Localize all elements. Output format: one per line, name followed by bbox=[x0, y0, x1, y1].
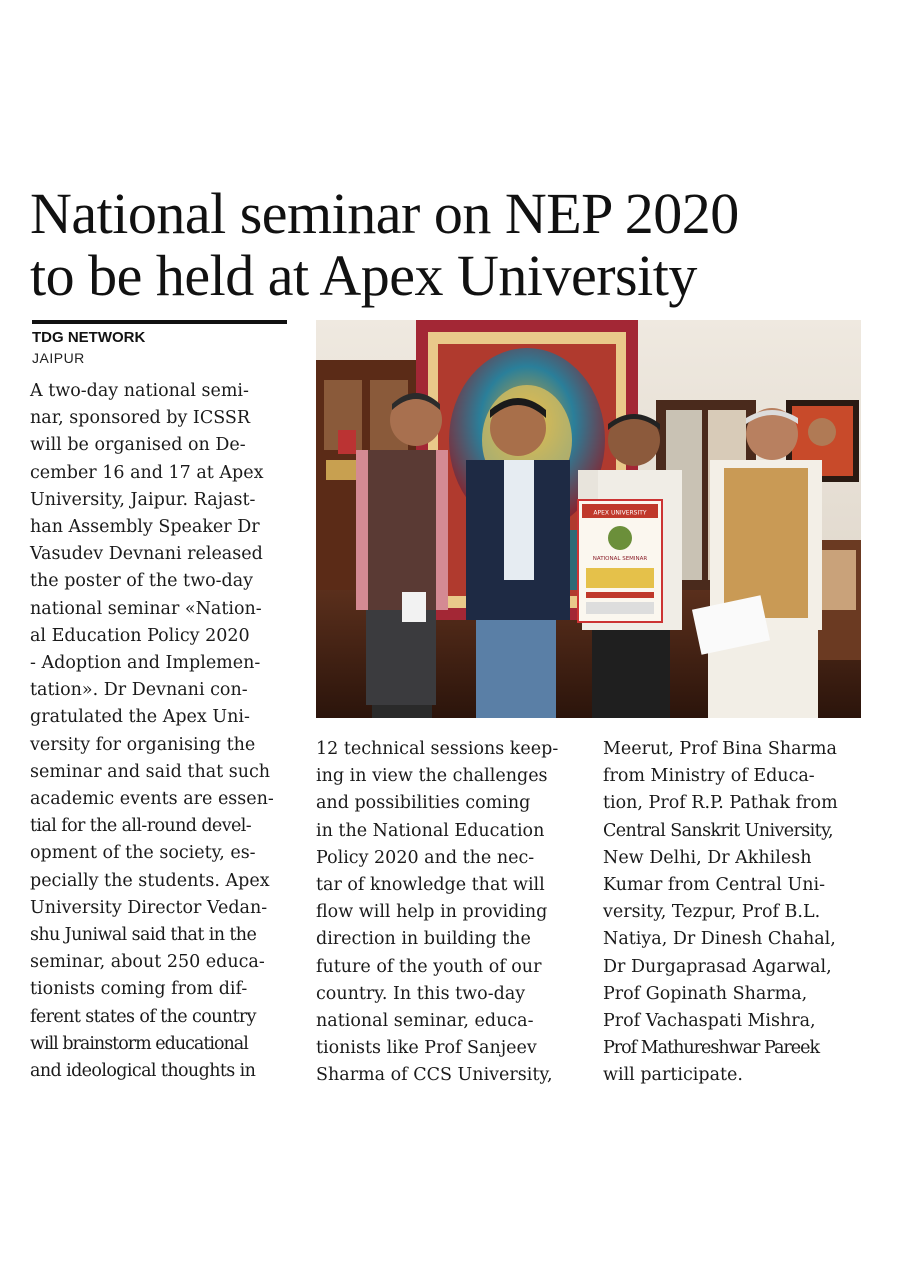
column-line: cember 16 and 17 at Apex bbox=[30, 462, 264, 483]
byline-city: JAIPUR bbox=[32, 350, 85, 366]
column-line: gratulated the Apex Uni- bbox=[30, 707, 250, 728]
column-line: versity for organising the bbox=[30, 734, 256, 755]
column-line: from Ministry of Educa- bbox=[603, 766, 815, 787]
headline-line-2: to be held at Apex University bbox=[30, 243, 697, 308]
column-line: and possibilities coming bbox=[316, 793, 531, 814]
column-line: and ideological thoughts in bbox=[30, 1061, 256, 1082]
poster-heading: APEX UNIVERSITY bbox=[593, 509, 647, 517]
poster-subheading: NATIONAL SEMINAR bbox=[592, 556, 648, 562]
column-line: ferent states of the country bbox=[30, 1006, 256, 1027]
column-line: will brainstorm educational bbox=[30, 1033, 248, 1054]
column-line: shu Juniwal said that in the bbox=[30, 925, 257, 946]
column-line: Vasudev Devnani released bbox=[30, 544, 263, 565]
column-line: 12 technical sessions keep- bbox=[316, 739, 559, 759]
column-line: al Education Policy 2020 bbox=[30, 625, 250, 646]
column-line: New Delhi, Dr Akhilesh bbox=[603, 847, 812, 868]
column-line: ing in view the challenges bbox=[316, 766, 548, 787]
column-line: academic events are essen- bbox=[30, 789, 274, 810]
byline-network: TDG NETWORK bbox=[32, 329, 146, 346]
column-line: country. In this two-day bbox=[316, 983, 526, 1004]
headline-line-1: National seminar on NEP 2020 bbox=[30, 181, 739, 246]
column-line: nar, sponsored by ICSSR bbox=[30, 408, 251, 429]
article-column-3 bbox=[603, 736, 865, 1090]
headline bbox=[30, 183, 890, 307]
column-line: seminar, about 250 educa- bbox=[30, 952, 265, 973]
column-line: Dr Durgaprasad Agarwal, bbox=[603, 956, 832, 977]
column-line: A two-day national semi- bbox=[30, 381, 249, 401]
column-line: flow will help in providing bbox=[316, 902, 548, 923]
column-line: national seminar, educa- bbox=[316, 1011, 534, 1032]
column-line: will participate. bbox=[603, 1065, 743, 1086]
column-line: tar of knowledge that will bbox=[316, 875, 545, 896]
column-line: national seminar «Nation- bbox=[30, 598, 262, 619]
byline-rule bbox=[32, 320, 287, 324]
column-line: Meerut, Prof Bina Sharma bbox=[603, 739, 837, 759]
column-line: opment of the society, es- bbox=[30, 843, 256, 864]
column-line: University, Jaipur. Rajast- bbox=[30, 489, 256, 510]
column-line: tial for the all-round devel- bbox=[30, 816, 252, 837]
column-line: Natiya, Dr Dinesh Chahal, bbox=[603, 929, 836, 950]
column-line: future of the youth of our bbox=[316, 956, 542, 977]
article-column-1 bbox=[30, 378, 292, 1085]
column-line: Prof Gopinath Sharma, bbox=[603, 983, 808, 1004]
column-line: Kumar from Central Uni- bbox=[603, 875, 825, 896]
column-line: tation». Dr Devnani con- bbox=[30, 680, 248, 701]
column-line: tion, Prof R.P. Pathak from bbox=[603, 793, 838, 814]
column-line: versity, Tezpur, Prof B.L. bbox=[603, 902, 821, 923]
article-photo bbox=[316, 320, 861, 718]
column-line: University Director Vedan- bbox=[30, 897, 268, 918]
column-line: Policy 2020 and the nec- bbox=[316, 847, 535, 868]
article-column-2 bbox=[316, 736, 584, 1090]
column-line: the poster of the two-day bbox=[30, 571, 254, 592]
column-line: Prof Vachaspati Mishra, bbox=[603, 1011, 816, 1032]
column-line: Sharma of CCS University, bbox=[316, 1065, 553, 1086]
column-line: will be organised on De- bbox=[30, 435, 246, 456]
column-line: tionists like Prof Sanjeev bbox=[316, 1038, 537, 1059]
column-line: pecially the students. Apex bbox=[30, 870, 270, 891]
column-line: Prof Mathureshwar Pareek bbox=[603, 1038, 820, 1059]
column-line: han Assembly Speaker Dr bbox=[30, 517, 260, 538]
column-line: direction in building the bbox=[316, 929, 531, 950]
column-line: in the National Education bbox=[316, 820, 545, 841]
column-line: seminar and said that such bbox=[30, 761, 271, 782]
column-line: - Adoption and Implemen- bbox=[30, 653, 261, 674]
column-line: tionists coming from dif- bbox=[30, 979, 248, 1000]
column-line: Central Sanskrit University, bbox=[603, 820, 834, 841]
